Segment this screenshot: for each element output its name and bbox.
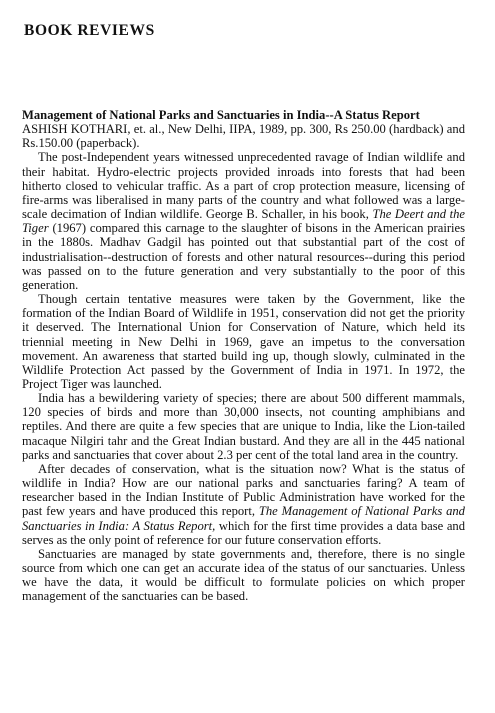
paragraph-text: (1967) compared this carnage to the slaughter of bisons in the American prairies in the 1880s. Madhav Gadgil has pointed out that substantial part of the cost of industrialisation--destruction of forests and other natural resources--during this period was passed on to the future generation and very substantially to the poor of this generation. xyxy=(22,221,465,292)
review-paragraph-2: Though certain tentative measures were taken by the Government, like the formation of the Indian Board of Wildlife in 1951, conservation did not get the priority it deserved. The International Union for Conservation of Nature, which held its triennial meeting in New Delhi in 1969, gave an impetus to the conversation movement. An awareness that started build ing up, though slowly, culminated in the Wildlife Protection Act passed by the Government of India in 1971. In 1972, the Project Tiger was launched. xyxy=(22,292,465,391)
report-title-italic: The Management of National Parks and Sanctuaries in India: A Status Report, xyxy=(22,504,465,533)
review-paragraph-1 xyxy=(22,150,465,292)
section-title: BOOK REVIEWS xyxy=(24,22,155,39)
review-paragraph-5: Sanctuaries are managed by state governments and, therefore, there is no single source from which one can get an accurate idea of the status of our sanctuaries. Unless we have the data, it would be difficult to formulate policies on which proper management of the sanctuaries can be based. xyxy=(22,546,465,604)
paragraph-text: The post-Independent years witnessed unprecedented ravage of Indian wildlife and their habitat. Hydro-electric projects provided inroads into forests that had been hitherto closed to vehicular traffic. As a part of crop protection measure, licensing of fire-arms was liberalised in many parts of the country and what followed was a large-scale decimation of Indian wildlife. George B. Schaller, in his book, xyxy=(22,150,465,222)
paragraph-text: which for the first time provides a data base and serves as the only point of reference for our future conservation efforts. xyxy=(22,518,466,547)
review-paragraph-3: India has a bewildering variety of species; there are about 500 different mammals, 120 species of birds and more than 30,000 insects, not counting amphibians and reptiles. And there are quite a few species that are unique to India, like the Lion-tailed macaque Nilgiri tahr and the Great Indian bustard. And they are all in the 445 national parks and sanctuaries that cover about 2.3 per cent of the total land area in the country. xyxy=(22,391,465,462)
book-title-italic: The Deert and the Tiger xyxy=(22,207,465,236)
review-bibliographic-info: ASHISH KOTHARI, et. al., New Delhi, IIPA, 1989, pp. 300, Rs 250.00 (hardback) and Rs.150.00 (paperback). xyxy=(22,122,465,151)
paragraph-text: After decades of conservation, what is the situation now? What is the status of wildlife in India? How are our national parks and sanctuaries faring? A team of researcher based in the Indian Institute of Public Administration have worked for the past few years and have produced this report, xyxy=(22,461,465,519)
review-paragraph-4 xyxy=(22,462,465,547)
book-review xyxy=(22,108,465,603)
review-title: Management of National Parks and Sanctuaries in India--A Status Report xyxy=(22,108,420,122)
